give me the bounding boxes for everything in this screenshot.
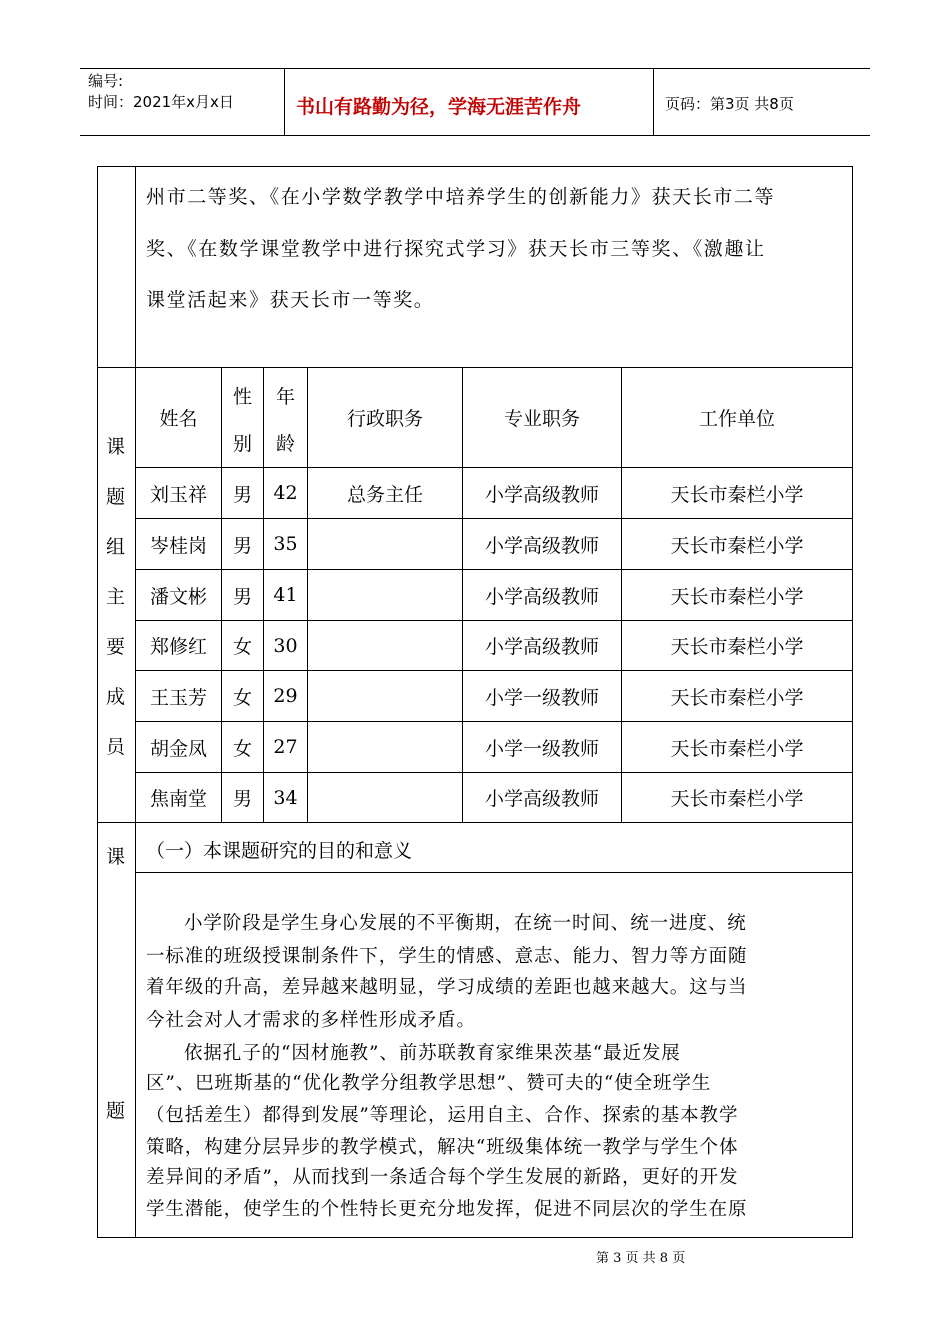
member-admin-post: [308, 773, 462, 822]
member-age: 35: [273, 533, 298, 555]
paragraph-line: 差异间的矛盾”，从而找到一条适合每个学生发展的新路，更好的开发: [146, 1167, 739, 1188]
member-prof-post: 小学一级教师: [484, 737, 599, 760]
member-name: 胡金凤: [149, 737, 207, 760]
paragraph-line: 策略，构建分层异步的教学模式，解决“班级集体统一教学与学生个体: [146, 1137, 739, 1158]
member-gender: 女: [232, 686, 252, 709]
topic-label: 题: [106, 1100, 126, 1122]
member-name: 王玉芳: [149, 686, 207, 709]
member-workplace: 天长市秦栏小学: [670, 483, 804, 506]
member-workplace: 天长市秦栏小学: [670, 686, 804, 709]
member-gender: 男: [232, 788, 252, 810]
member-prof-post: 小学高级教师: [484, 483, 599, 506]
section-heading: （一）本课题研究的目的和意义: [146, 840, 413, 862]
member-prof-post: 小学高级教师: [484, 788, 599, 810]
member-gender: 女: [232, 636, 252, 658]
label-char: 员: [106, 736, 126, 758]
paragraph-line: 一标准的班级授课制条件下，学生的情感、意志、能力、智力等方面随: [146, 946, 748, 967]
intro-line: 奖、《在数学课堂教学中进行探究式学习》获天长市三等奖、《激趣让: [146, 238, 766, 260]
member-gender: 男: [232, 585, 252, 608]
header-divider: [284, 68, 285, 136]
date-label: 时间：2021年x月x日: [88, 93, 234, 111]
member-admin-post: 总务主任: [346, 483, 423, 506]
paragraph-line: 今社会对人才需求的多样性形成矛盾。: [146, 1010, 476, 1031]
member-name: 岑桂岗: [149, 534, 207, 557]
member-workplace: 天长市秦栏小学: [670, 737, 804, 760]
member-age: 30: [273, 634, 298, 657]
member-age: 27: [273, 736, 298, 758]
header-divider: [653, 68, 654, 136]
paragraph-line: （包括差生）都得到发展”等理论，运用自主、合作、探索的基本教学: [146, 1105, 739, 1126]
header-prof-post: 专业职务: [503, 408, 580, 430]
label-char: 成: [106, 686, 126, 708]
header-age: 龄: [275, 432, 295, 455]
paragraph-line: 依据孔子的“因材施教”、前苏联教育家维果茨基“最近发展: [184, 1043, 681, 1064]
label-char: 题: [106, 486, 126, 508]
header-gender: 性: [232, 385, 252, 408]
member-gender: 男: [232, 534, 252, 557]
motto-text: 书山有路勤为径，学海无涯苦作舟: [296, 96, 582, 118]
member-age: 41: [273, 584, 298, 606]
header-admin-post: 行政职务: [346, 408, 423, 430]
label-char: 课: [106, 436, 126, 458]
member-gender: 男: [232, 483, 252, 506]
member-prof-post: 小学一级教师: [484, 686, 599, 709]
intro-line: 课堂活起来》获天长市一等奖。: [146, 289, 435, 311]
member-workplace: 天长市秦栏小学: [670, 636, 804, 658]
header-top-rule: [80, 68, 870, 69]
header-gender: 别: [232, 432, 252, 455]
member-name: 焦南堂: [149, 788, 207, 810]
paragraph-line: 着年级的升高，差异越来越明显，学习成绩的差距也越来越大。这与当: [146, 977, 748, 998]
member-admin-post: [308, 621, 462, 670]
paragraph-line: 学生潜能，使学生的个性特长更充分地发挥，促进不同层次的学生在原: [146, 1199, 748, 1220]
member-workplace: 天长市秦栏小学: [670, 534, 804, 557]
header-workplace: 工作单位: [698, 408, 775, 430]
header-name: 姓名: [159, 408, 198, 430]
header-bottom-rule: [80, 135, 870, 136]
member-age: 34: [273, 786, 298, 809]
member-admin-post: [308, 722, 462, 772]
member-workplace: 天长市秦栏小学: [670, 585, 804, 608]
member-name: 刘玉祥: [149, 483, 207, 506]
member-prof-post: 小学高级教师: [484, 534, 599, 557]
paragraph-line: 区”、巴班斯基的“优化教学分组教学思想”、赞可夫的“使全班学生: [146, 1073, 712, 1094]
member-admin-post: [308, 519, 462, 569]
number-label: 编号:: [88, 72, 124, 90]
member-name: 潘文彬: [149, 585, 207, 608]
member-age: 42: [273, 482, 298, 504]
label-char: 组: [106, 536, 126, 558]
member-admin-post: [308, 570, 462, 620]
member-prof-post: 小学高级教师: [484, 585, 599, 608]
intro-line: 州市二等奖、《在小学数学教学中培养学生的创新能力》获天长市二等: [146, 186, 776, 208]
member-name: 郑修红: [149, 636, 207, 658]
page-info: 页码：第3页 共8页: [665, 95, 794, 113]
label-char: 主: [106, 586, 126, 608]
member-admin-post: [308, 671, 462, 721]
header-age: 年: [275, 385, 295, 408]
topic-label: 课: [106, 846, 126, 868]
paragraph-line: 小学阶段是学生身心发展的不平衡期，在统一时间、统一进度、统: [184, 913, 747, 934]
label-char: 要: [106, 636, 126, 658]
page-footer: 第 3 页 共 8 页: [596, 1251, 686, 1266]
member-workplace: 天长市秦栏小学: [670, 788, 804, 810]
member-prof-post: 小学高级教师: [484, 636, 599, 658]
member-age: 29: [273, 685, 298, 707]
member-gender: 女: [232, 737, 252, 760]
